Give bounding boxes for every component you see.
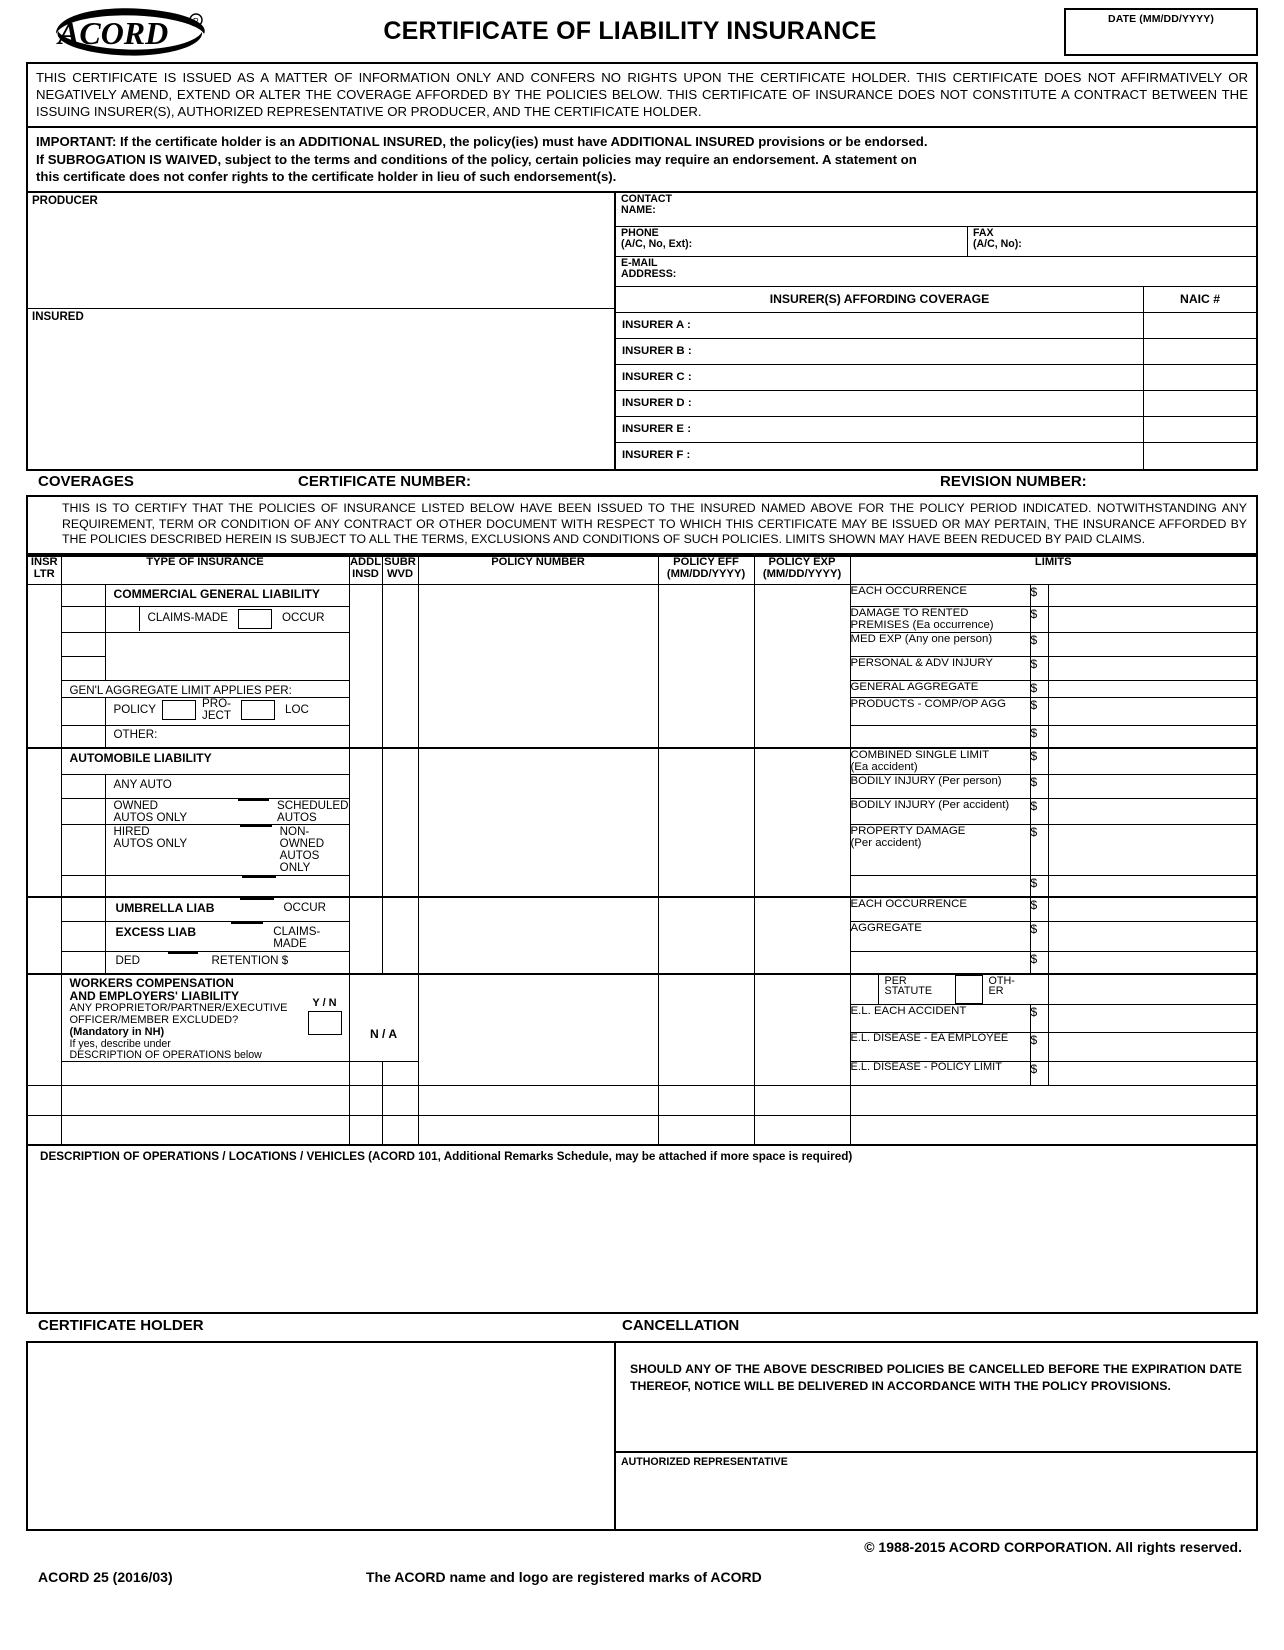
umbrella-limit-currency-0: $	[1030, 897, 1048, 921]
umbrella-liab-label: UMBRELLA LIAB	[115, 901, 215, 916]
auto-checkbox-hired[interactable]	[61, 824, 105, 875]
insr-label-2: LTR	[33, 567, 55, 580]
svg-text:ACORD: ACORD	[58, 15, 169, 51]
umbrella-retention-label: RETENTION $	[211, 954, 289, 968]
policy-eff-label-1: POLICY EFF	[673, 556, 739, 569]
insr-label-1: INSR	[30, 556, 58, 569]
wc-policy-number[interactable]	[418, 974, 658, 1086]
auto-any-auto-label: ANY AUTO	[105, 774, 349, 798]
wc-addl-insd[interactable]	[349, 1061, 382, 1085]
insurer-c-naic[interactable]	[1144, 365, 1256, 390]
col-policy-eff	[658, 556, 754, 584]
gl-limit-name-1b: PREMISES (Ea occurrence)	[850, 618, 994, 631]
auto-scheduled-label-2: AUTOS	[277, 810, 317, 824]
wc-title-line-2: AND EMPLOYERS' LIABILITY	[69, 988, 240, 1003]
disclaimer-block: THIS CERTIFICATE IS ISSUED AS A MATTER OF INFORMATION ONLY AND CONFERS NO RIGHTS UPON THE CERTIFICATE HOLDER. THIS CERTIFICATE DOES NOT AFFIRMATIVELY OR NEGATIVELY AMEND, EXTEND OR ALTER THE COVERAGE AFFORDED BY THE POLICIES BELOW. THIS CERTIFICATE OF INSURANCE DOES NOT CONSTITUTE A CONTRACT BETWEEN THE ISSUING INSURER(S), AUTHORIZED REPRESENTATIVE OR PRODUCER, AND THE CERTIFICATE HOLDER.	[26, 62, 1258, 128]
auto-limit-currency-1: $	[1030, 774, 1048, 798]
auto-limit-name-0b: (Ea accident)	[850, 761, 918, 774]
policy-exp-label-1: POLICY EXP	[768, 556, 836, 569]
wc-per-label-2: STATUTE	[884, 985, 933, 998]
auto-limit-value-1[interactable]	[1048, 774, 1257, 798]
revision-number-label[interactable]: REVISION NUMBER:	[940, 472, 1087, 490]
auto-owned-label	[106, 799, 238, 824]
gl-project-label	[196, 698, 241, 721]
auto-limit-name-4	[850, 875, 1030, 897]
umbrella-limit-currency-2: $	[1030, 952, 1048, 974]
wc-limit-name-0: E.L. EACH ACCIDENT	[850, 1004, 1030, 1033]
insurer-row-e[interactable]	[616, 417, 1256, 443]
gl-limit-name-1a: DAMAGE TO RENTED	[850, 606, 969, 619]
col-subr-wvd	[382, 556, 418, 584]
gl-blank-line-1[interactable]	[105, 632, 349, 656]
auto-nonowned-label-2: AUTOS ONLY	[279, 849, 320, 875]
auto-scheduled-label	[269, 799, 349, 824]
auto-limit-name-3	[850, 824, 1030, 875]
email-label-1: E-MAIL	[621, 256, 658, 269]
gl-limit-value-6[interactable]	[1048, 726, 1257, 748]
auto-limit-name-3b: (Per accident)	[850, 837, 922, 850]
wc-limit-name-2: E.L. DISEASE - POLICY LIMIT	[850, 1061, 1030, 1085]
insured-label: INSURED	[32, 310, 84, 323]
auto-hired-label-2: AUTOS ONLY	[113, 837, 188, 851]
fax-field[interactable]	[968, 227, 1256, 256]
gl-project-label-2: JECT	[202, 708, 232, 722]
insurer-f-naic[interactable]	[1144, 443, 1256, 469]
gl-loc-label: LOC	[285, 702, 309, 716]
insurer-a-label: INSURER A :	[616, 313, 1144, 338]
gl-title: COMMERCIAL GENERAL LIABILITY	[105, 584, 349, 606]
authorized-representative-label: AUTHORIZED REPRESENTATIVE	[621, 1456, 788, 1469]
umbrella-policy-number[interactable]	[418, 897, 658, 974]
subr-label-1: SUBR	[384, 556, 416, 569]
wc-limit-currency-0: $	[1030, 1004, 1048, 1033]
umbrella-limit-value-0[interactable]	[1048, 897, 1257, 921]
auto-insr-ltr-cell[interactable]	[27, 748, 61, 897]
insurer-d-naic[interactable]	[1144, 391, 1256, 416]
auto-checkbox-owned[interactable]	[61, 798, 105, 824]
extra-insr-ltr-1[interactable]	[27, 1085, 61, 1115]
wc-question-line-2: OFFICER/MEMBER EXCLUDED?	[69, 1013, 239, 1026]
wc-other-label	[983, 975, 1015, 1004]
gl-limit-value-2[interactable]	[1048, 632, 1257, 656]
insurer-e-naic[interactable]	[1144, 417, 1256, 442]
gl-claims-made-label: CLAIMS-MADE	[147, 611, 229, 625]
extra-subr-1[interactable]	[382, 1085, 418, 1115]
contact-name-label-2: NAME:	[621, 204, 656, 217]
col-addl-insd	[349, 556, 382, 584]
certificate-number-label[interactable]: CERTIFICATE NUMBER:	[298, 472, 472, 490]
subr-label-2: WVD	[386, 567, 414, 580]
auto-owned-label-1: OWNED	[113, 798, 158, 812]
extra-row-2	[27, 1115, 1257, 1145]
phone-label-1: PHONE	[621, 226, 659, 239]
cancellation-text: SHOULD ANY OF THE ABOVE DESCRIBED POLICIES BE CANCELLED BEFORE THE EXPIRATION DATE THEREOF, NOTICE WILL BE DELIVERED IN ACCORDANCE WITH THE POLICY PROVISIONS.	[616, 1343, 1256, 1453]
auto-checkbox-blank[interactable]	[61, 875, 105, 897]
gl-occur-label: OCCUR	[282, 611, 325, 625]
gl-project-checkbox[interactable]	[162, 700, 196, 720]
gl-subr-wvd[interactable]	[382, 584, 418, 748]
gl-policy-number[interactable]	[418, 584, 658, 748]
holder-cancellation-bar	[26, 1314, 1258, 1341]
gl-limit-name-1	[850, 606, 1030, 632]
policy-eff-label-2: (MM/DD/YYYY)	[666, 567, 746, 580]
gl-limit-name-3: PERSONAL & ADV INJURY	[850, 656, 1030, 680]
auto-owned-label-2: AUTOS ONLY	[113, 810, 188, 824]
auto-blank-checkbox[interactable]	[242, 876, 276, 878]
gl-limit-name-4: GENERAL AGGREGATE	[850, 680, 1030, 698]
acord-logo	[26, 2, 226, 60]
auto-hired-label	[106, 825, 240, 875]
auto-limit-name-0a: COMBINED SINGLE LIMIT	[850, 748, 990, 761]
extra-limits-1[interactable]	[850, 1085, 1257, 1115]
excess-liab-label: EXCESS LIAB	[115, 924, 197, 939]
certificate-holder-label: CERTIFICATE HOLDER	[38, 1317, 204, 1335]
description-of-operations-box[interactable]	[26, 1146, 1258, 1314]
auto-nonowned-label	[272, 825, 349, 875]
gl-project-label-1: PRO-	[202, 697, 232, 711]
extra-addl-2[interactable]	[349, 1115, 382, 1145]
umbrella-occur-checkbox[interactable]	[240, 898, 274, 900]
insurer-f-label: INSURER F :	[616, 443, 1144, 469]
insurer-b-naic[interactable]	[1144, 339, 1256, 364]
gl-addl-insd[interactable]	[349, 584, 382, 748]
producer-label: PRODUCER	[32, 194, 98, 207]
insurer-b-label: INSURER B :	[616, 339, 1144, 364]
umbrella-limit-name-1: AGGREGATE	[850, 921, 1030, 952]
important-line-3: this certificate does not confer rights to the certificate holder in lieu of such endorsement(s).	[36, 168, 617, 184]
wc-yn-checkbox[interactable]	[308, 1011, 342, 1035]
certify-text-block: THIS IS TO CERTIFY THAT THE POLICIES OF INSURANCE LISTED BELOW HAVE BEEN ISSUED TO THE INSURED NAMED ABOVE FOR THE POLICY PERIOD INDICATED. NOTWITHSTANDING ANY REQUIREMENT, TERM OR CONDITION OF ANY CONTRACT OR OTHER DOCUMENT WITH RESPECT TO WHICH THIS CERTIFICATE MAY BE ISSUED OR MAY PERTAIN, THE INSURANCE AFFORDED BY THE POLICIES DESCRIBED HEREIN IS SUBJECT TO ALL THE TERMS, EXCLUSIONS AND CONDITIONS OF SUCH POLICIES. LIMITS SHOWN MAY HAVE BEEN REDUCED BY PAID CLAIMS.	[26, 495, 1258, 555]
policy-table	[26, 555, 1258, 1146]
copyright-text: © 1988-2015 ACORD CORPORATION. All rights reserved.	[864, 1539, 1242, 1556]
gl-limit-value-3[interactable]	[1048, 656, 1257, 680]
col-type-of-insurance: TYPE OF INSURANCE	[61, 556, 349, 584]
gl-limit-value-5[interactable]	[1048, 698, 1257, 726]
addl-label-2: INSD	[352, 567, 379, 580]
acord-logo-graphic	[44, 4, 224, 60]
wc-other-label-2: ER	[988, 985, 1004, 998]
excess-checkbox[interactable]	[61, 921, 105, 952]
umbrella-limit-name-2	[850, 952, 1030, 974]
gl-limit-name-5: PRODUCTS - COMP/OP AGG	[850, 698, 1030, 726]
wc-per-statute-label	[879, 975, 955, 1004]
gl-row-1	[27, 584, 1257, 606]
extra-policy-eff-2[interactable]	[658, 1115, 754, 1145]
phone-field[interactable]	[616, 227, 968, 256]
email-row[interactable]	[616, 257, 1256, 287]
gl-limit-value-4[interactable]	[1048, 680, 1257, 698]
coverages-bar	[26, 471, 1258, 495]
auto-title: AUTOMOBILE LIABILITY	[61, 748, 349, 774]
auto-owned-scheduled-cell	[105, 798, 349, 824]
auto-blank-cell	[105, 875, 349, 897]
umbrella-row-1	[27, 897, 1257, 921]
excess-title-cell	[105, 921, 349, 952]
wc-yn-label: Y / N	[312, 996, 337, 1009]
insurer-row-c[interactable]	[616, 365, 1256, 391]
wc-other-label-1: OTH-	[988, 974, 1015, 987]
important-line-2: If SUBROGATION IS WAIVED, subject to the terms and conditions of the policy, certain policies may require an endorsement. A statement on	[36, 151, 917, 167]
wc-ifyes-line-1: If yes, describe under	[69, 1037, 171, 1050]
extra-type-2[interactable]	[61, 1115, 349, 1145]
extra-subr-2[interactable]	[382, 1115, 418, 1145]
wc-limit-value-2[interactable]	[1048, 1061, 1257, 1085]
auto-blank-spacer	[106, 876, 242, 878]
contact-insurer-column	[616, 193, 1256, 469]
form-footer	[26, 1531, 1258, 1585]
fax-label-1: FAX	[973, 226, 994, 239]
form-id: ACORD 25 (2016/03)	[38, 1569, 173, 1586]
auto-hired-label-1: HIRED	[113, 824, 150, 838]
auto-policy-number[interactable]	[418, 748, 658, 897]
phone-label-2: (A/C, No, Ext):	[621, 238, 693, 251]
gl-limit-currency-1: $	[1030, 606, 1048, 632]
svg-text:R: R	[193, 17, 199, 26]
gl-limit-currency-0: $	[1030, 584, 1048, 606]
auto-subr-wvd[interactable]	[382, 748, 418, 897]
gl-occur-checkbox[interactable]	[238, 609, 272, 629]
auto-limit-name-0	[850, 748, 1030, 774]
insurer-c-label: INSURER C :	[616, 365, 1144, 390]
umbrella-checkbox[interactable]	[61, 897, 105, 921]
form-header	[26, 0, 1258, 62]
extra-policy-eff-1[interactable]	[658, 1085, 754, 1115]
col-limits: LIMITS	[850, 556, 1257, 584]
gl-limit-currency-4: $	[1030, 680, 1048, 698]
auto-scheduled-checkbox[interactable]	[238, 799, 269, 801]
gl-insr-ltr-cell[interactable]	[27, 584, 61, 748]
umbrella-addl-insd[interactable]	[349, 897, 382, 974]
contact-name-row[interactable]	[616, 193, 1256, 227]
auto-nonowned-checkbox[interactable]	[240, 825, 272, 827]
extra-addl-1[interactable]	[349, 1085, 382, 1115]
insurer-row-d[interactable]	[616, 391, 1256, 417]
insurer-e-label: INSURER E :	[616, 417, 1144, 442]
auto-limit-currency-2: $	[1030, 798, 1048, 824]
coverages-label: COVERAGES	[38, 472, 134, 490]
gl-loc-checkbox[interactable]	[241, 700, 275, 720]
umbrella-claims-made-label: CLAIMS-MADE	[273, 924, 321, 951]
holder-cancellation-block	[26, 1341, 1258, 1531]
gl-limit-currency-2: $	[1030, 632, 1048, 656]
cancellation-label: CANCELLATION	[622, 1317, 740, 1335]
auto-policy-exp[interactable]	[754, 748, 850, 897]
wc-policy-eff[interactable]	[658, 974, 754, 1086]
gl-limit-value-0[interactable]	[1048, 584, 1257, 606]
wc-subr-wvd[interactable]	[382, 1061, 418, 1085]
extra-row-1	[27, 1085, 1257, 1115]
extra-insr-ltr-2[interactable]	[27, 1115, 61, 1145]
umbrella-limit-name-0: EACH OCCURRENCE	[850, 897, 1030, 921]
wc-row-1	[27, 974, 1257, 1005]
wc-per-statute-value[interactable]	[1048, 974, 1257, 1005]
extra-policy-exp-1[interactable]	[754, 1085, 850, 1115]
important-block	[26, 128, 1258, 192]
gl-blank-line-2[interactable]	[105, 656, 349, 680]
gl-limit-currency-5: $	[1030, 698, 1048, 726]
wc-extra-type-cell[interactable]	[61, 1061, 349, 1085]
extra-policy-number-2[interactable]	[418, 1115, 658, 1145]
gl-policy-exp[interactable]	[754, 584, 850, 748]
insurer-row-f[interactable]	[616, 443, 1256, 469]
umbrella-limit-value-1[interactable]	[1048, 921, 1257, 952]
fax-label-2: (A/C, No):	[973, 238, 1022, 251]
extra-policy-exp-2[interactable]	[754, 1115, 850, 1145]
wc-limit-value-0[interactable]	[1048, 1004, 1257, 1033]
wc-question-line-1: ANY PROPRIETOR/PARTNER/EXECUTIVE	[69, 1002, 288, 1015]
wc-per-statute-other-cell	[850, 974, 1048, 1005]
trademark-text: The ACORD name and logo are registered marks of ACORD	[366, 1569, 762, 1586]
description-label: DESCRIPTION OF OPERATIONS / LOCATIONS / VEHICLES (ACORD 101, Additional Remarks Schedule, may be attached if more space is required)	[40, 1150, 853, 1164]
insured-field[interactable]	[28, 309, 614, 425]
wc-title-line-1: WORKERS COMPENSATION	[69, 975, 234, 990]
cancellation-column	[616, 1343, 1256, 1529]
extra-type-1[interactable]	[61, 1085, 349, 1115]
gl-limit-name-6	[850, 726, 1030, 748]
gl-checkbox-blank-1[interactable]	[61, 632, 105, 656]
phone-fax-row	[616, 227, 1256, 257]
auto-limit-name-1: BODILY INJURY (Per person)	[850, 774, 1030, 798]
gl-limit-name-0: EACH OCCURRENCE	[850, 584, 1030, 606]
col-policy-number: POLICY NUMBER	[418, 556, 658, 584]
insurers-heading-row	[616, 287, 1256, 313]
authorized-representative-field[interactable]	[616, 1453, 1256, 1529]
umbrella-insr-ltr-cell[interactable]	[27, 897, 61, 974]
wc-other-checkbox[interactable]	[955, 975, 983, 1004]
gl-limit-currency-6: $	[1030, 726, 1048, 748]
wc-insr-ltr-cell[interactable]	[27, 974, 61, 1086]
wc-limit-currency-1: $	[1030, 1033, 1048, 1062]
auto-policy-eff[interactable]	[658, 748, 754, 897]
col-insr-ltr	[27, 556, 61, 584]
auto-limit-currency-3: $	[1030, 824, 1048, 875]
gl-checkbox-blank-2[interactable]	[61, 656, 105, 680]
wc-policy-exp[interactable]	[754, 974, 850, 1086]
date-box[interactable]	[1064, 8, 1258, 56]
page-title: CERTIFICATE OF LIABILITY INSURANCE	[383, 16, 877, 45]
auto-limit-currency-4: $	[1030, 875, 1048, 897]
gl-claims-made-occur-cell	[105, 606, 349, 632]
insurer-d-label: INSURER D :	[616, 391, 1144, 416]
extra-policy-number-1[interactable]	[418, 1085, 658, 1115]
gl-policy-eff[interactable]	[658, 584, 754, 748]
wc-mandatory-label: (Mandatory in NH)	[69, 1026, 165, 1039]
auto-addl-insd[interactable]	[349, 748, 382, 897]
gl-limit-value-1[interactable]	[1048, 606, 1257, 632]
umbrella-limit-value-2[interactable]	[1048, 952, 1257, 974]
auto-checkbox-any-auto[interactable]	[61, 774, 105, 798]
wc-limit-name-1: E.L. DISEASE - EA EMPLOYEE	[850, 1033, 1030, 1062]
umbrella-ded-label: DED	[115, 954, 140, 968]
email-label-2: ADDRESS:	[621, 268, 677, 281]
gl-checkbox-claims-made-outer[interactable]	[61, 606, 105, 632]
auto-limit-currency-0: $	[1030, 748, 1048, 774]
producer-insured-column	[28, 193, 616, 469]
gl-limit-currency-3: $	[1030, 656, 1048, 680]
auto-limit-value-2[interactable]	[1048, 798, 1257, 824]
umbrella-claims-made-checkbox[interactable]	[231, 922, 263, 924]
policy-table-header-row	[27, 556, 1257, 584]
insurer-row-b[interactable]	[616, 339, 1256, 365]
gl-claims-made-checkbox[interactable]	[106, 607, 140, 631]
policy-exp-label-2: (MM/DD/YYYY)	[762, 567, 842, 580]
gl-other-label: OTHER:	[105, 726, 349, 748]
gl-aggregate-applies-label: GEN'L AGGREGATE LIMIT APPLIES PER:	[61, 680, 349, 698]
extra-limits-2[interactable]	[850, 1115, 1257, 1145]
producer-field[interactable]	[28, 193, 614, 309]
auto-hired-nonowned-cell	[105, 824, 349, 875]
auto-limit-value-0[interactable]	[1048, 748, 1257, 774]
umbrella-retention-checkbox[interactable]	[168, 952, 198, 954]
wc-title-block	[61, 974, 349, 1062]
wc-per-statute-checkbox[interactable]	[851, 975, 879, 1004]
umbrella-ded-retention-cell	[105, 952, 349, 974]
producer-insurer-block	[26, 193, 1258, 471]
gl-checkbox-policy[interactable]	[61, 698, 105, 726]
umbrella-ded-checkbox[interactable]	[61, 952, 105, 974]
wc-limit-currency-2: $	[1030, 1061, 1048, 1085]
umbrella-title-cell	[105, 897, 349, 921]
wc-ifyes-line-2: DESCRIPTION OF OPERATIONS below	[69, 1048, 262, 1061]
umbrella-subr-wvd[interactable]	[382, 897, 418, 974]
auto-limit-name-2: BODILY INJURY (Per accident)	[850, 798, 1030, 824]
wc-limit-value-1[interactable]	[1048, 1033, 1257, 1062]
auto-limit-value-4[interactable]	[1048, 875, 1257, 897]
gl-checkbox-other[interactable]	[61, 726, 105, 748]
umbrella-occur-label: OCCUR	[283, 901, 327, 915]
umbrella-limit-currency-1: $	[1030, 921, 1048, 952]
auto-limit-value-3[interactable]	[1048, 824, 1257, 875]
umbrella-policy-exp[interactable]	[754, 897, 850, 974]
umbrella-policy-eff[interactable]	[658, 897, 754, 974]
naic-label: NAIC #	[1180, 291, 1220, 306]
insurer-a-naic[interactable]	[1144, 313, 1256, 338]
gl-policy-label: POLICY	[113, 702, 157, 716]
auto-nonowned-label-1: NON-OWNED	[279, 824, 325, 851]
certificate-holder-field[interactable]	[28, 1343, 616, 1529]
auto-scheduled-label-1: SCHEDULED	[277, 798, 349, 812]
gl-checkbox-cgl[interactable]	[61, 584, 105, 606]
wc-per-label-1: PER	[884, 974, 907, 987]
contact-name-label-1: CONTACT	[621, 192, 672, 205]
insurer-row-a[interactable]	[616, 313, 1256, 339]
addl-label-1: ADDL	[349, 556, 382, 569]
insurers-affording-coverage-label: INSURER(S) AFFORDING COVERAGE	[616, 287, 1144, 312]
date-label: DATE (MM/DD/YYYY)	[1108, 13, 1214, 25]
gl-limit-name-2: MED EXP (Any one person)	[850, 632, 1030, 656]
wc-na-label: N / A	[349, 974, 418, 1062]
important-line-1: IMPORTANT: If the certificate holder is an ADDITIONAL INSURED, the policy(ies) must have ADDITIONAL INSURED provisions or be endorsed.	[36, 134, 928, 150]
auto-limit-name-3a: PROPERTY DAMAGE	[850, 824, 966, 837]
col-policy-exp	[754, 556, 850, 584]
auto-row-1	[27, 748, 1257, 774]
gl-aggregate-options-cell	[105, 698, 349, 726]
